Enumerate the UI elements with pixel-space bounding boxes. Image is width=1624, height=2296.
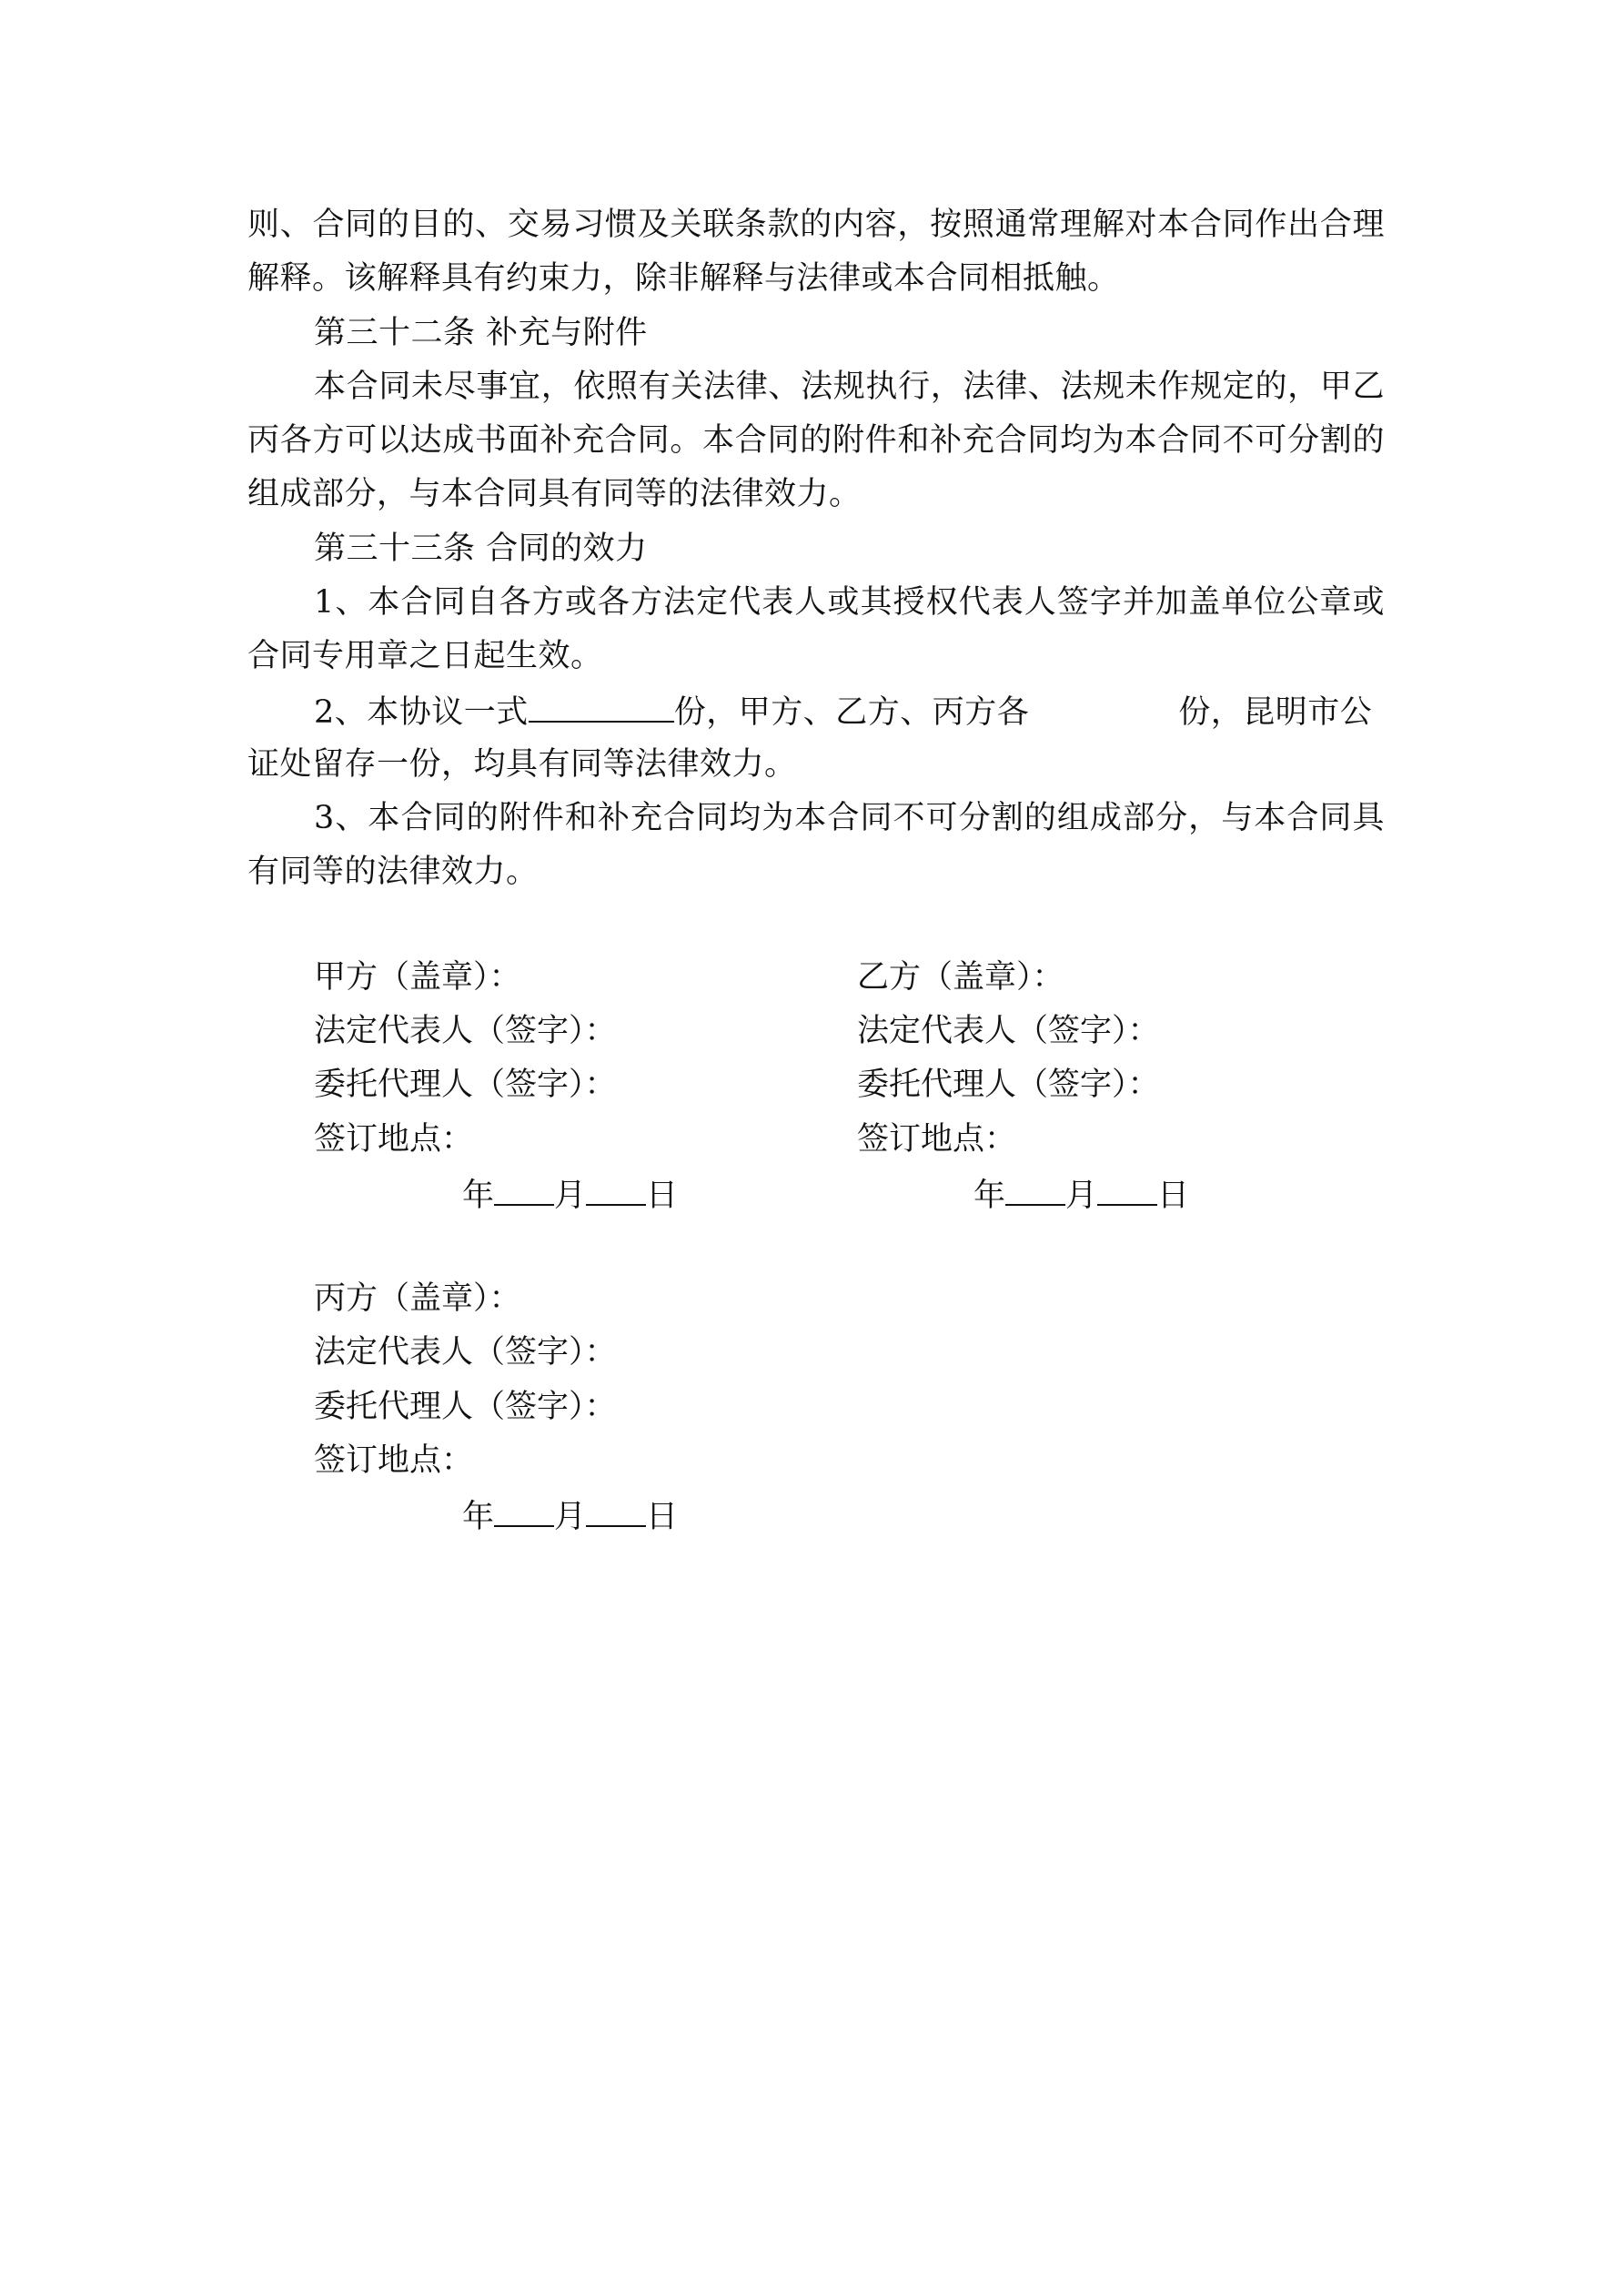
month-blank[interactable] [494, 1494, 554, 1527]
clause-2-text: 份，甲方、乙方、丙方各 [673, 694, 1030, 731]
year-label: 年 [973, 1178, 1006, 1214]
party-b-legal-rep: 法定代表人（签字）： [857, 1013, 1160, 1049]
party-b-agent: 委托代理人（签字）： [857, 1067, 1160, 1103]
clause-2-line [314, 690, 1372, 733]
year-label: 年 [462, 1178, 495, 1214]
month-label: 月 [1065, 1178, 1098, 1214]
paragraph-line: 解释。该解释具有约束力，除非解释与法律或本合同相抵触。 [247, 260, 1120, 297]
month-blank[interactable] [494, 1173, 554, 1206]
clause-2-text: 2、本协议一式 [314, 694, 529, 731]
paragraph-line: 组成部分，与本合同具有同等的法律效力。 [247, 476, 862, 512]
clause-2-text: 份，昆明市公 [1178, 694, 1373, 731]
day-blank[interactable] [586, 1173, 646, 1206]
day-blank[interactable] [1097, 1173, 1157, 1206]
month-label: 月 [554, 1499, 587, 1535]
month-blank[interactable] [1005, 1173, 1065, 1206]
clause-2-line: 证处留存一份，均具有同等法律效力。 [247, 746, 797, 783]
party-c-agent: 委托代理人（签字）： [314, 1389, 617, 1425]
party-a-legal-rep: 法定代表人（签字）： [314, 1013, 617, 1049]
clause-3-line: 有同等的法律效力。 [247, 854, 539, 890]
day-label: 日 [646, 1178, 679, 1214]
party-c-seal: 丙方（盖章）： [314, 1280, 521, 1317]
party-b-seal: 乙方（盖章）： [857, 959, 1064, 996]
clause-1-line: 1、本合同自各方或各方法定代表人或其授权代表人签字并加盖单位公章或 [314, 584, 1385, 621]
month-label: 月 [554, 1178, 587, 1214]
copies-total-blank[interactable] [529, 690, 674, 723]
day-label: 日 [646, 1499, 679, 1535]
day-blank[interactable] [586, 1494, 646, 1527]
clause-1-line: 合同专用章之日起生效。 [247, 638, 603, 674]
party-c-legal-rep: 法定代表人（签字）： [314, 1334, 617, 1371]
article-33-title: 第三十三条 合同的效力 [314, 531, 648, 567]
paragraph-line: 本合同未尽事宜，依照有关法律、法规执行，法律、法规未作规定的，甲乙 [314, 369, 1385, 405]
party-a-seal: 甲方（盖章）： [314, 959, 521, 996]
party-c-place: 签订地点： [314, 1442, 474, 1479]
party-c-date [462, 1494, 678, 1537]
paragraph-line: 丙各方可以达成书面补充合同。本合同的附件和补充合同均为本合同不可分割的 [247, 422, 1385, 459]
party-a-date [462, 1173, 678, 1216]
clause-3-line: 3、本合同的附件和补充合同均为本合同不可分割的组成部分，与本合同具 [314, 800, 1385, 836]
party-a-place: 签订地点： [314, 1121, 474, 1158]
day-label: 日 [1157, 1178, 1190, 1214]
party-b-place: 签订地点： [857, 1121, 1017, 1158]
paragraph-line: 则、合同的目的、交易习惯及关联条款的内容，按照通常理解对本合同作出合理 [247, 207, 1385, 243]
article-32-title: 第三十二条 补充与附件 [314, 315, 648, 351]
year-label: 年 [462, 1499, 495, 1535]
party-a-agent: 委托代理人（签字）： [314, 1067, 617, 1103]
party-b-date [973, 1173, 1189, 1216]
